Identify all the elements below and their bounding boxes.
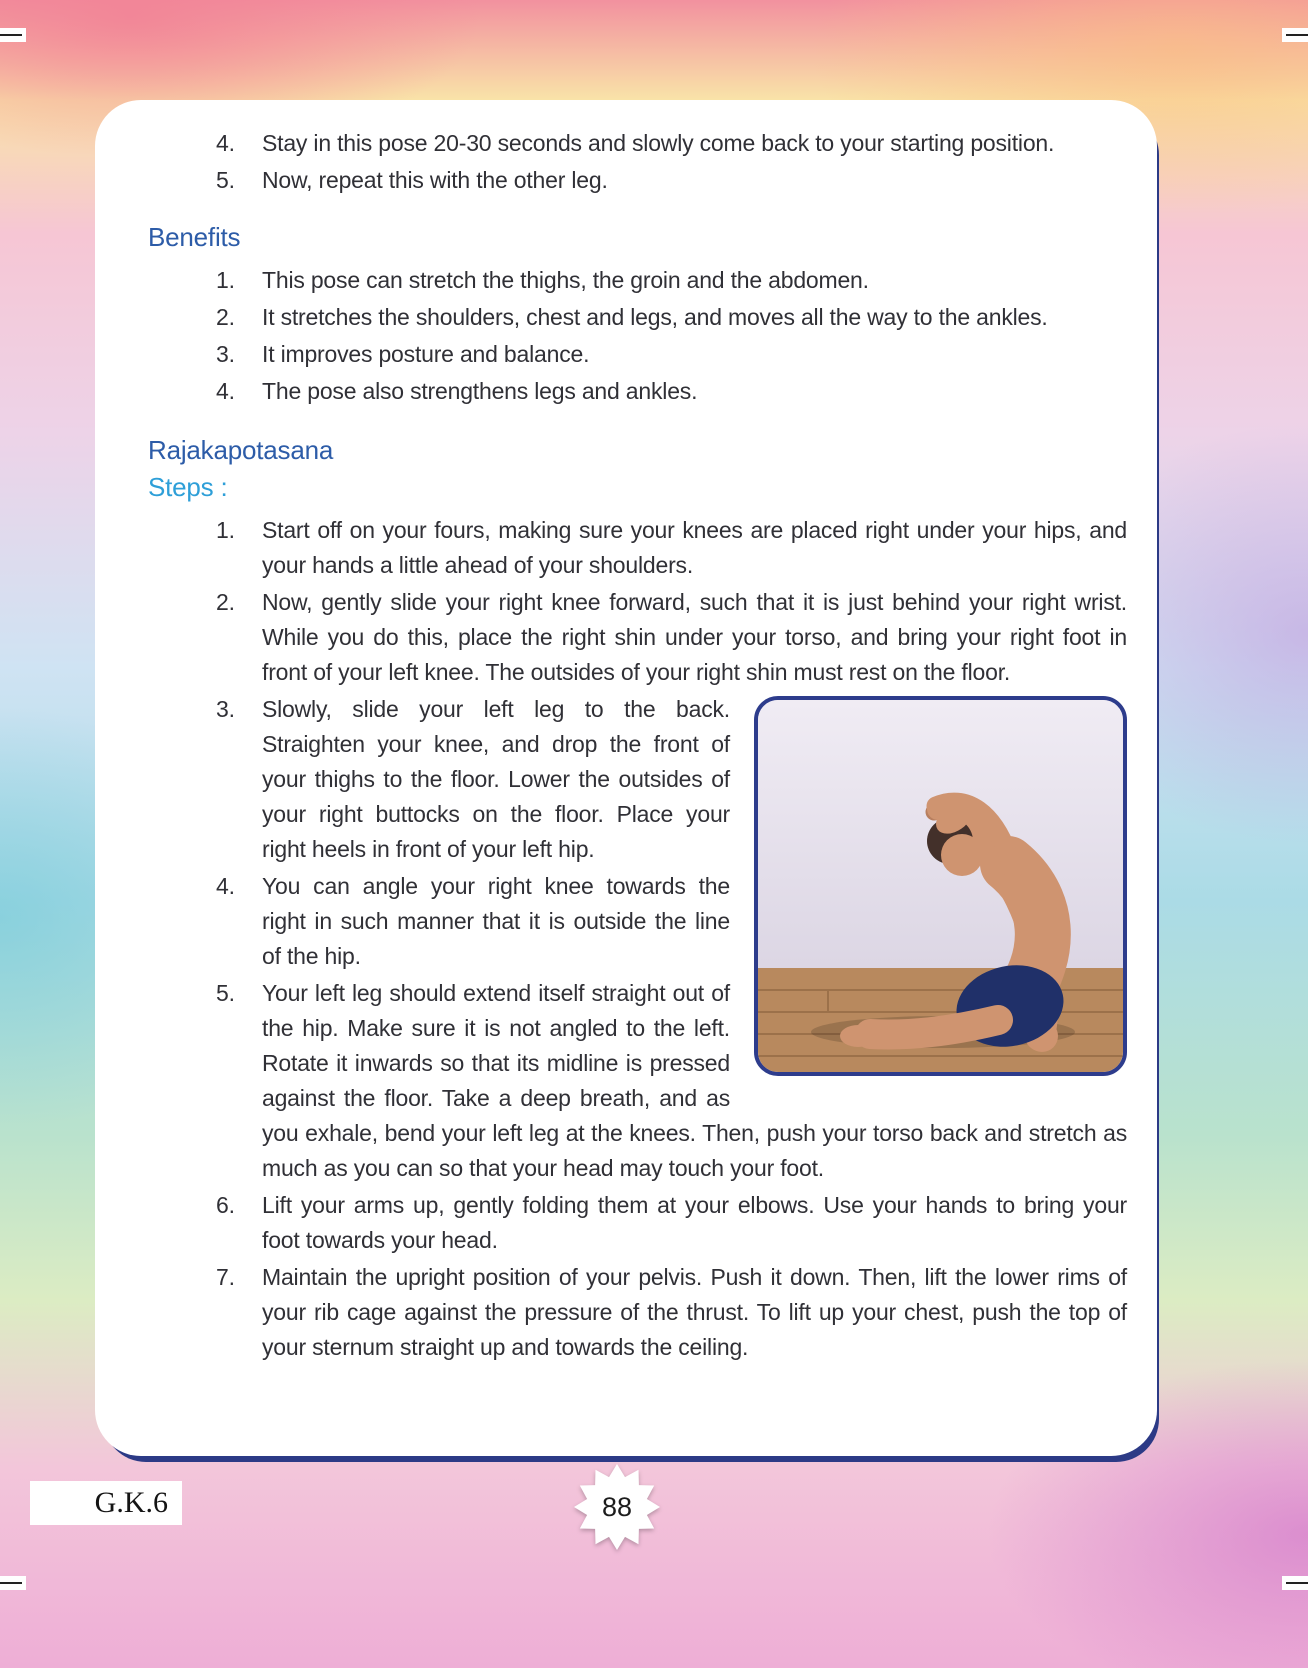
content-card [95,100,1157,1456]
list-item [148,585,1127,690]
benefits-heading: Benefits [148,222,241,252]
list-item [148,374,1127,409]
list-item [148,337,1127,372]
steps-heading: Steps : [148,472,228,502]
list-item [148,263,1127,298]
list-item-number: 4. [216,130,235,156]
crop-mark-top-left [0,28,26,42]
edition-label: G.K.6 [94,1486,168,1519]
list-item-number: 2. [216,589,235,615]
list-item [148,126,1127,161]
list-item [148,1260,1127,1365]
crop-mark-bottom-right [1282,1576,1308,1590]
list-item [148,300,1127,335]
list-item-number: 4. [216,378,235,404]
list-item [148,163,1127,198]
list-item-text: Now, gently slide your right knee forward, such that it is just behind your right wrist. While you do this, place the right shin under your torso, and bring your right foot in front of your left knee. The outsides of your right shin must rest on the floor. [262,589,1127,685]
intro-list [148,126,1127,198]
list-item-number: 7. [216,1264,235,1290]
list-item [148,1188,1127,1258]
list-item [148,976,1127,1186]
list-item-number: 1. [216,517,235,543]
list-item-text: Now, repeat this with the other leg. [262,167,608,193]
edition-label-box [30,1481,182,1525]
benefits-list [148,263,1127,409]
list-item-number: 6. [216,1192,235,1218]
list-item-text: Start off on your fours, making sure your knees are placed right under your hips, and your hands a little ahead of your shoulders. [262,517,1127,578]
list-item-text: Maintain the upright position of your pelvis. Push it down. Then, lift the lower rims of your rib cage against the pressure of the thrust. To lift up your chest, push the top of your sternum straight up and towards the ceiling. [262,1264,1127,1360]
list-item-text: This pose can stretch the thighs, the groin and the abdomen. [262,267,869,293]
crop-mark-top-right [1282,28,1308,42]
list-item-number: 1. [216,267,235,293]
list-item [148,513,1127,583]
list-item-text: The pose also strengthens legs and ankles. [262,378,698,404]
list-item-text: It stretches the shoulders, chest and legs, and moves all the way to the ankles. [262,304,1048,330]
steps-list [148,513,1127,1365]
crop-mark-bottom-left [0,1576,26,1590]
list-item-number: 3. [216,341,235,367]
page-number-badge [574,1464,660,1550]
list-item-number: 4. [216,873,235,899]
list-item [148,692,1127,867]
list-item-number: 5. [216,980,235,1006]
page-number: 88 [601,1491,633,1522]
list-item [148,869,1127,974]
list-item-number: 2. [216,304,235,330]
list-item-number: 3. [216,696,235,722]
list-item-text: Lift your arms up, gently folding them at your elbows. Use your hands to bring your foot towards your head. [262,1192,1127,1253]
rajakapotasana-heading: Rajakapotasana [148,435,334,465]
list-item-number: 5. [216,167,235,193]
list-item-text: It improves posture and balance. [262,341,590,367]
list-item-text: Your left leg should extend itself straight out of the hip. Make sure it is not angled to the left. Rotate it inwards so that its midline is pressed against the floor. Take a deep breath, and as you exhale, bend your left leg at the knees. Then, push your torso back and stretch as much as you can so that your head may touch your foot. [262,980,1127,1181]
list-item-text: Stay in this pose 20-30 seconds and slowly come back to your starting position. [262,130,1055,156]
list-item-text: Slowly, slide your left leg to the back. Straighten your knee, and drop the front of your thighs to the floor. Lower the outsides of your right buttocks on the floor. Place your right heels in front of your left hip. [262,696,730,862]
list-item-text: You can angle your right knee towards the right in such manner that it is outside the line of the hip. [262,873,730,969]
